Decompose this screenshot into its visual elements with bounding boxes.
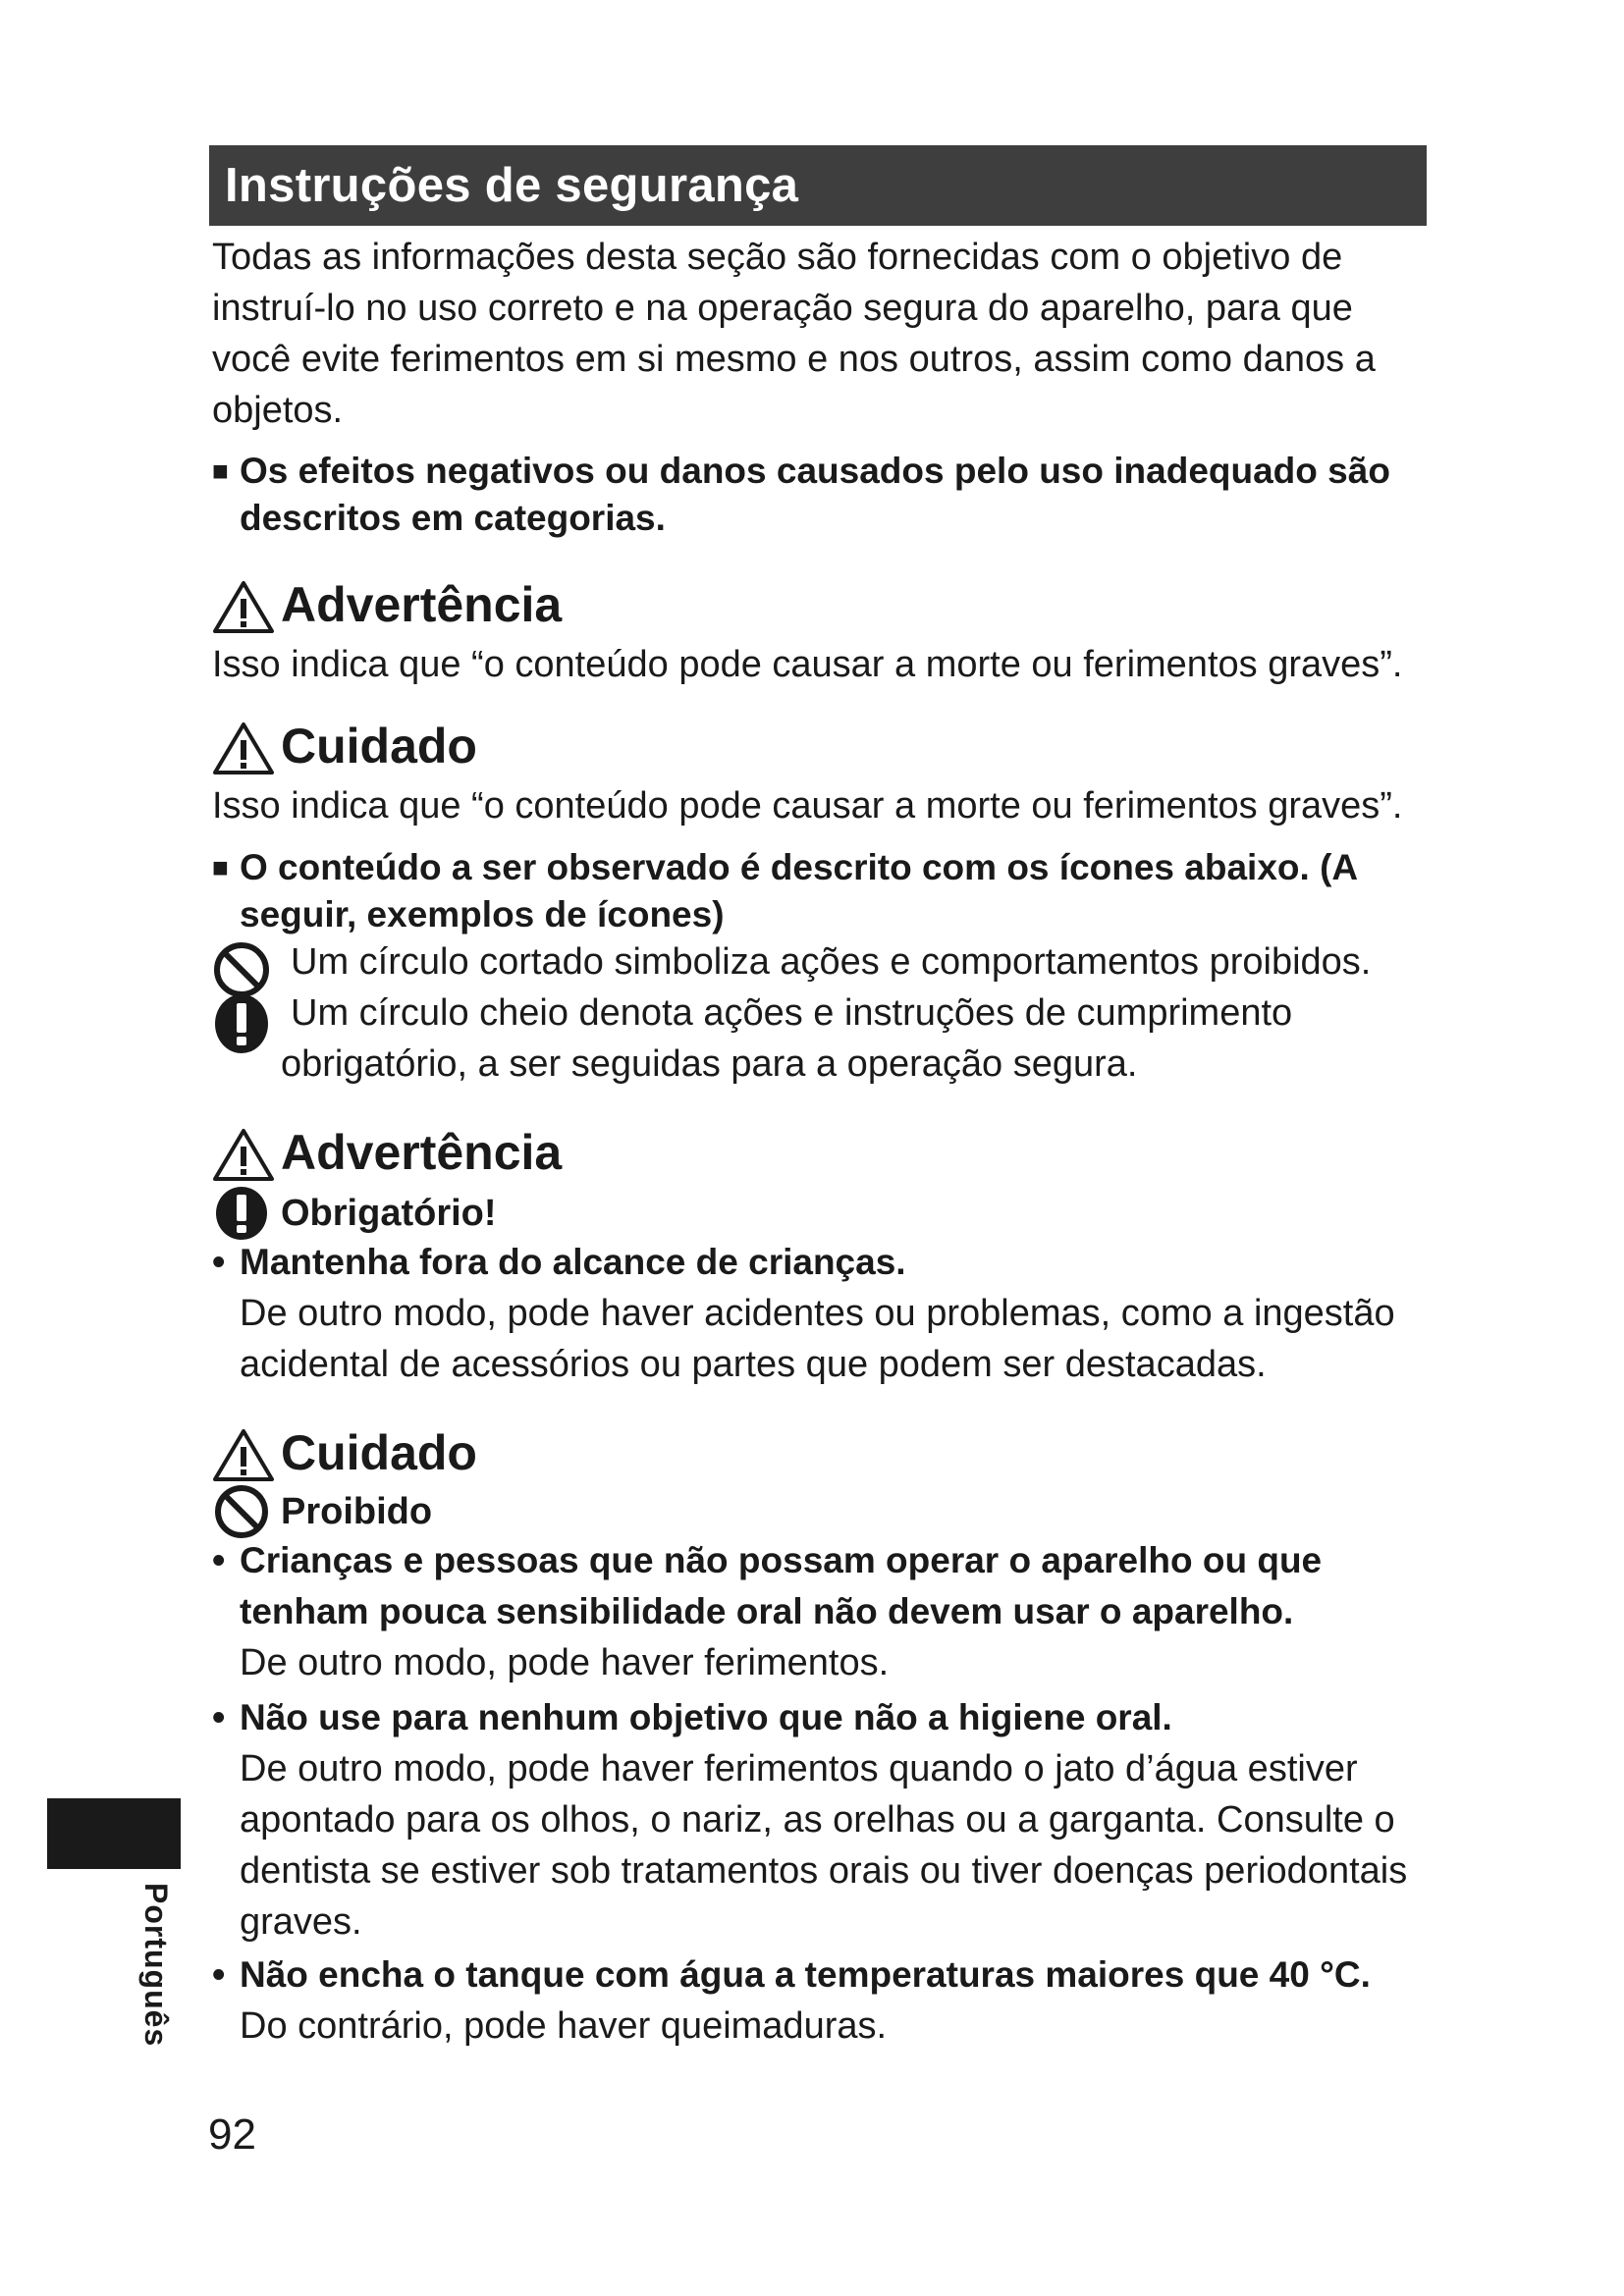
warning-section-label: Advertência [281, 1125, 563, 1180]
mandatory-label: Obrigatório! [281, 1193, 497, 1234]
prohibited-icon [212, 1484, 271, 1539]
language-tab-marker [47, 1798, 181, 1869]
square-bullet-icon: ■ [212, 852, 229, 882]
warning-triangle-icon [212, 579, 275, 634]
warning-label: Advertência [281, 577, 563, 632]
language-tab-label: Português [138, 1883, 174, 2048]
warning-item: • Mantenha fora do alcance de crianças. De outro modo, pode haver acidentes ou problemas, como a ingestão acidental de acessórios ou partes que podem ser destacadas. [212, 1237, 1439, 1390]
bullet-dot-icon: • [212, 1242, 226, 1283]
bullet-dot-icon: • [212, 1697, 226, 1738]
caution-item: • Não use para nenhum objetivo que não a higiene oral. De outro modo, pode haver ferimentos quando o jato d’água estiver apontado para os olhos, o nariz, as orelhas ou a garganta. Consulte o dentista se estiver sob tratamentos orais ou tiver doenças periodontais graves. [212, 1692, 1439, 1948]
bullet-dot-icon: • [212, 1540, 226, 1581]
prohibited-icon-example: Um círculo cortado simboliza ações e comportamentos proibidos. [212, 936, 1439, 988]
intro-paragraph: Todas as informações desta seção são fornecidas com o objetivo de instruí-lo no uso correto e na operação segura do aparelho, para que você evite ferimentos em si mesmo e nos outros, assim como danos a objetos. [212, 237, 1376, 431]
mandatory-icon [212, 1186, 271, 1241]
category-note: ■ Os efeitos negativos ou danos causados pelo uso inadequado são descritos em categorias. [212, 448, 1439, 542]
caution-label: Cuidado [281, 719, 477, 774]
page-number: 92 [208, 2110, 256, 2159]
caution-section-label: Cuidado [281, 1425, 477, 1480]
mandatory-icon-example: Um círculo cheio denota ações e instruções de cumprimento obrigatório, a ser seguidas para a operação segura. [212, 988, 1439, 1090]
warning-triangle-icon [212, 1127, 275, 1182]
mandatory-icon [212, 991, 271, 1056]
section-title: Instruções de segurança [209, 145, 1427, 226]
caution-item: • Crianças e pessoas que não possam operar o aparelho ou que tenham pouca sensibilidade oral não devem usar o aparelho. De outro modo, pode haver ferimentos. [212, 1535, 1439, 1688]
caution-triangle-icon [212, 721, 275, 775]
warning-description: Isso indica que “o conteúdo pode causar a morte ou ferimentos graves”. [212, 644, 1403, 685]
caution-description: Isso indica que “o conteúdo pode causar a morte ou ferimentos graves”. [212, 785, 1403, 827]
caution-item: • Não encha o tanque com água a temperaturas maiores que 40 °C. Do contrário, pode haver queimaduras. [212, 1949, 1439, 2052]
square-bullet-icon: ■ [212, 455, 229, 486]
prohibited-label: Proibido [281, 1491, 433, 1532]
icons-note: ■ O conteúdo a ser observado é descrito com os ícones abaixo. (A seguir, exemplos de ícones) [212, 844, 1439, 938]
caution-triangle-icon [212, 1427, 275, 1482]
bullet-dot-icon: • [212, 1954, 226, 1996]
